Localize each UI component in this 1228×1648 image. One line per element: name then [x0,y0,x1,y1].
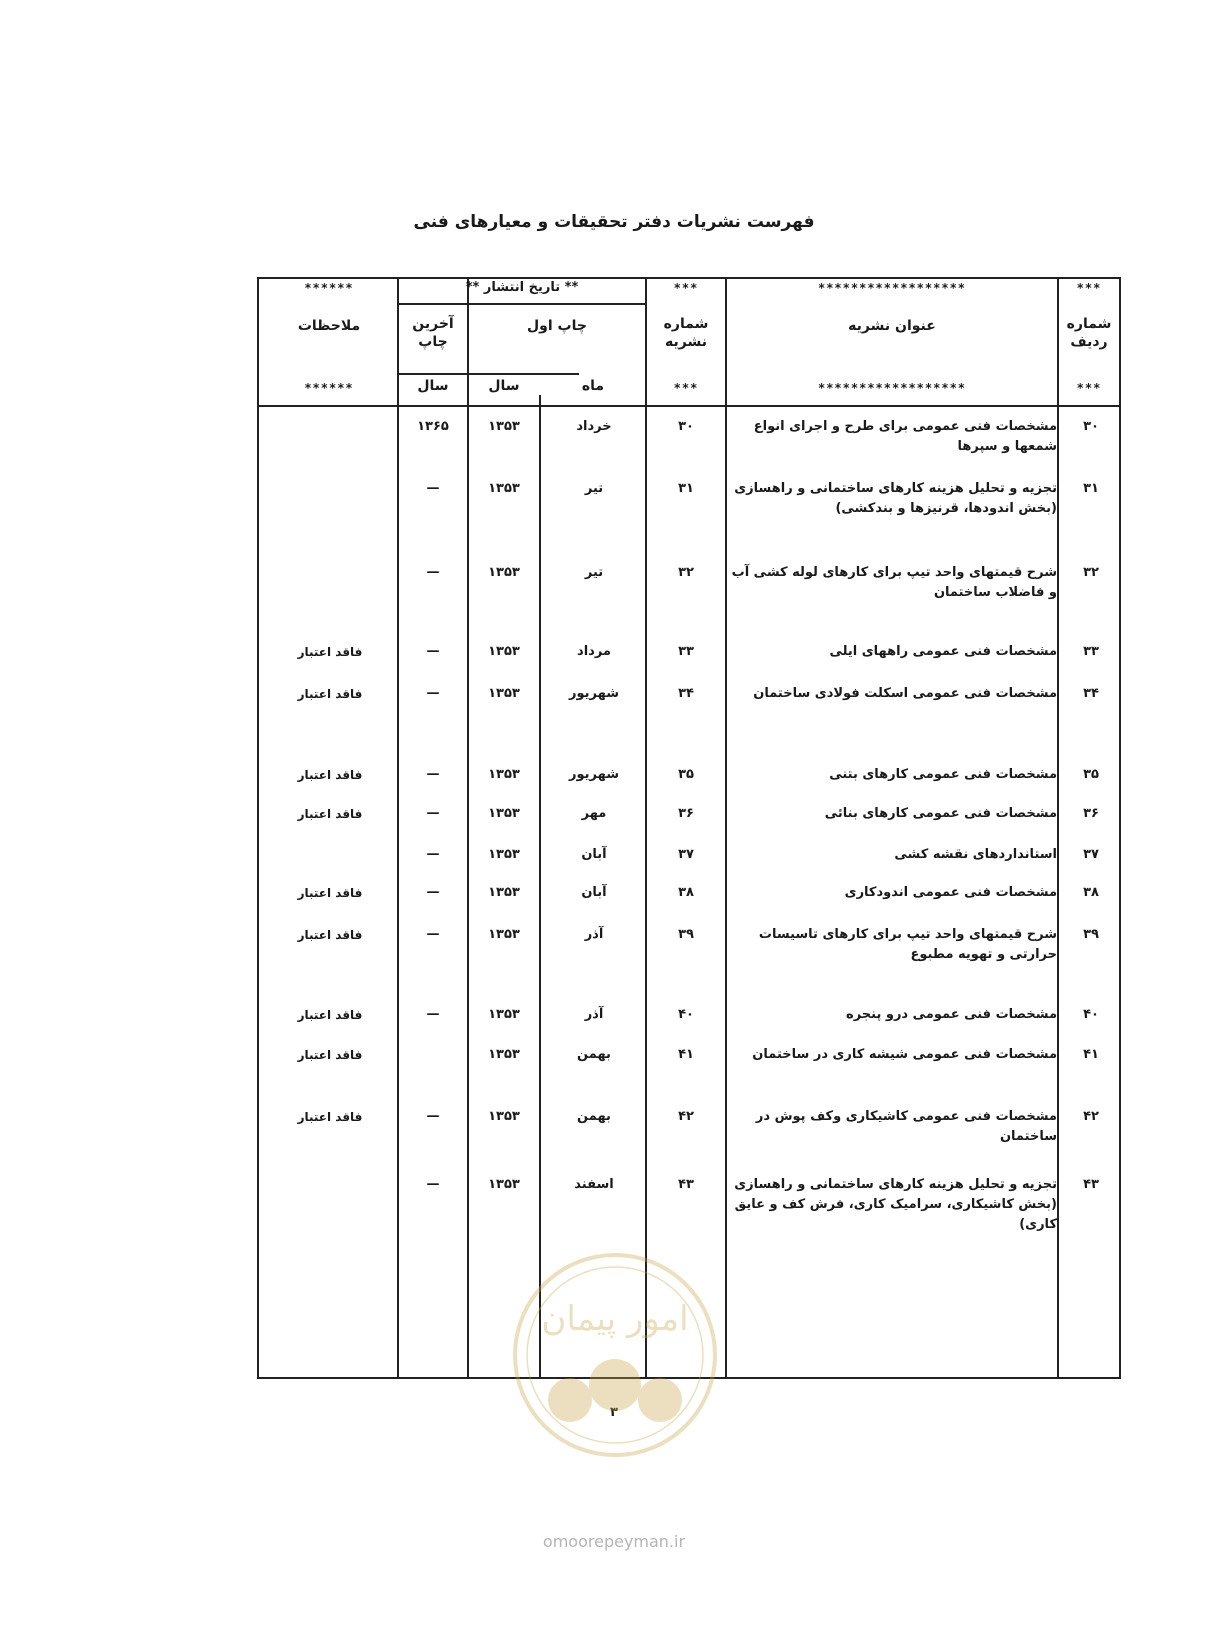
remarks-cell: فاقد اعتبار [297,886,363,900]
month-cell: تیر [584,481,604,496]
pub-title-cell: مشخصات فنی عمومی شیشه کاری در ساختمان [752,1047,1057,1062]
publications-table [257,277,1121,1379]
remarks-cell: فاقد اعتبار [297,1110,363,1124]
remarks-cell: فاقد اعتبار [297,807,363,821]
pub-number-cell: ۳۵ [678,767,694,782]
remarks-header: ملاحظات [297,318,361,334]
remarks-cell: فاقد اعتبار [297,928,363,942]
row-number-cell: ۳۹ [1083,927,1099,942]
month-cell: خرداد [576,419,612,434]
col-divider [725,277,727,1377]
pub-title-header: عنوان نشریه [848,318,936,334]
first-year-cell: ۱۳۵۳ [488,885,520,900]
last-year-cell: — [426,1007,440,1022]
first-year-cell: ۱۳۵۳ [488,419,520,434]
pub-title-cell: تجزیه و تحلیل هزینه کارهای ساختمانی و راهسازی (بخش کاشیکاری، سرامیک کاری، فرش کف و عایق کاری) [734,1177,1057,1232]
row-number-cell: ۳۲ [1083,565,1099,580]
pub-number-cell: ۳۳ [678,644,694,659]
pub-number-header: شماره نشریه [663,316,709,350]
month-cell: آبان [581,885,607,900]
watermark-url: omoorepeyman.ir [542,1532,686,1551]
month-cell: آبان [581,847,607,862]
first-print-header: چاپ اول [527,318,587,334]
first-year-cell: ۱۳۵۳ [488,644,520,659]
month-cell: اسفند [574,1177,614,1192]
pub-title-cell: مشخصات فنی عمومی اسکلت فولادی ساختمان [753,686,1057,701]
pub-number-cell: ۳۴ [678,686,694,701]
row-number-cell: ۴۲ [1083,1109,1099,1124]
pub-number-cell: ۳۸ [678,885,694,900]
pub-title-cell: مشخصات فنی عمومی اندودکاری [844,885,1057,900]
remarks-cell: فاقد اعتبار [297,768,363,782]
last-print-header: آخرین چاپ [412,316,454,350]
remarks-cell: فاقد اعتبار [297,1008,363,1022]
row-number-cell: ۳۱ [1083,481,1099,496]
last-year-cell: — [426,481,440,496]
date-group-header: ** تاریخ انتشار ** [465,280,579,295]
first-year-cell: ۱۳۵۳ [488,481,520,496]
row-num-stars-bottom: *** [1076,381,1102,395]
month-cell: آذر [584,1007,604,1022]
header-bottom-border [259,405,1119,407]
first-year-cell: ۱۳۵۳ [488,1047,520,1062]
last-year-cell: — [426,1109,440,1124]
row-number-cell: ۳۴ [1083,686,1099,701]
title-stars: ****************** [817,281,967,295]
pub-stars-bottom: *** [673,381,699,395]
last-year-cell: — [426,686,440,701]
first-year-cell: ۱۳۵۳ [488,806,520,821]
row-number-cell: ۳۵ [1083,767,1099,782]
pub-title-cell: مشخصات فنی عمومی برای طرح و اجرای انواع شمعها و سپرها [753,419,1057,454]
pub-title-cell: مشخصات فنی عمومی کارهای بتنی [829,767,1057,782]
month-cell: شهریور [569,767,619,782]
month-header: ماه [581,378,605,394]
last-year-cell: — [426,565,440,580]
last-year-cell: — [426,885,440,900]
header-mid-divider [399,373,579,375]
date-group-divider [399,303,645,305]
row-number-header: شماره ردیف [1066,316,1112,350]
col-divider [1057,277,1059,1377]
row-num-stars: *** [1076,281,1102,295]
pub-number-cell: ۴۰ [678,1007,694,1022]
pub-number-cell: ۳۲ [678,565,694,580]
pub-number-cell: ۳۱ [678,481,694,496]
pub-number-cell: ۴۱ [678,1047,694,1062]
page-number: ۳ [610,1405,618,1420]
remarks-cell: فاقد اعتبار [297,645,363,659]
pub-title-cell: مشخصات فنی عمومی راههای ایلی [829,644,1057,659]
month-cell: مرداد [577,644,611,659]
first-year-cell: ۱۳۵۳ [488,1109,520,1124]
pub-title-cell: شرح قیمتهای واحد تیپ برای کارهای لوله کشی آب و فاضلاب ساختمان [731,565,1057,600]
month-cell: مهر [581,806,607,821]
col-divider [645,277,647,1377]
first-year-cell: ۱۳۵۳ [488,565,520,580]
month-cell: بهمن [577,1109,611,1124]
last-year-cell: — [426,847,440,862]
col-divider [467,277,469,1377]
pub-title-cell: مشخصات فنی عمومی درو پنجره [846,1007,1057,1022]
row-number-cell: ۳۸ [1083,885,1099,900]
pub-number-cell: ۳۰ [678,419,694,434]
row-number-cell: ۴۰ [1083,1007,1099,1022]
row-number-cell: ۴۱ [1083,1047,1099,1062]
seal-text: امور پیمان [541,1299,689,1339]
pub-number-cell: ۴۲ [678,1109,694,1124]
last-year-cell: — [426,767,440,782]
first-year-cell: ۱۳۵۳ [488,1007,520,1022]
remarks-cell: فاقد اعتبار [297,1048,363,1062]
pub-number-cell: ۳۷ [678,847,694,862]
pub-number-cell: ۳۹ [678,927,694,942]
pub-stars: *** [673,281,699,295]
first-year-cell: ۱۳۵۳ [488,1177,520,1192]
row-number-cell: ۳۷ [1083,847,1099,862]
pub-number-cell: ۴۳ [678,1177,694,1192]
last-year-cell: — [426,927,440,942]
month-cell: بهمن [577,1047,611,1062]
first-year-cell: ۱۳۵۳ [488,686,520,701]
row-number-cell: ۴۳ [1083,1177,1099,1192]
pub-title-cell: شرح قیمتهای واحد تیپ برای کارهای تاسیسات حرارتی و تهویه مطبوع [758,927,1057,962]
first-year-cell: ۱۳۵۳ [488,767,520,782]
last-year-cell: — [426,1177,440,1192]
year-header: سال [488,378,520,394]
remarks-cell: فاقد اعتبار [297,687,363,701]
document-title: فهرست نشریات دفتر تحقیقات و معیارهای فنی [413,212,815,232]
month-cell: شهریور [569,686,619,701]
pub-title-cell: مشخصات فنی عمومی کارهای بنائی [824,806,1057,821]
first-year-cell: ۱۳۵۳ [488,927,520,942]
remarks-stars: ****** [304,281,354,295]
seal-watermark [510,1250,720,1460]
row-number-cell: ۳۰ [1083,419,1099,434]
row-number-cell: ۳۳ [1083,644,1099,659]
title-stars-bottom: ****************** [817,381,967,395]
month-cell: آذر [584,927,604,942]
month-cell: تیر [584,565,604,580]
pub-title-cell: تجزیه و تحلیل هزینه کارهای ساختمانی و راهسازی (بخش اندودها، قرنیزها و بندکشی) [734,481,1057,516]
pub-title-cell: استانداردهای نقشه کشی [894,847,1057,862]
pub-title-cell: مشخصات فنی عمومی کاشیکاری وکف پوش در ساختمان [755,1109,1057,1144]
last-year-header: سال [417,378,449,394]
first-year-cell: ۱۳۵۳ [488,847,520,862]
remarks-stars-bottom: ****** [304,381,354,395]
col-divider [397,277,399,1377]
pub-number-cell: ۳۶ [678,806,694,821]
last-year-cell: — [426,806,440,821]
last-year-cell: ۱۳۶۵ [417,419,449,434]
last-year-cell: — [426,644,440,659]
row-number-cell: ۳۶ [1083,806,1099,821]
